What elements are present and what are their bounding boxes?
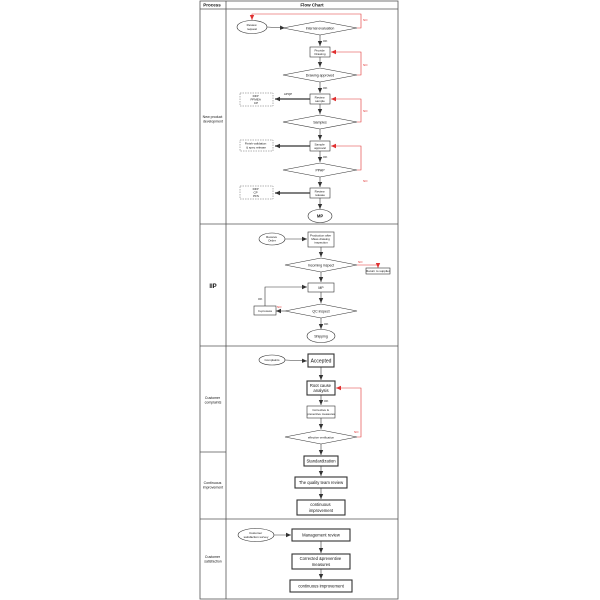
npd-ok-label-3: OK [323, 155, 328, 159]
iip-production-label: Production after Mass drawing inspection [309, 233, 332, 245]
npd-dfmea-docs-label: DFP PFMEA CP [250, 94, 261, 105]
npd-no-label-4: NO [363, 179, 368, 183]
cs-start-label: Customer satisfaction survey [243, 531, 269, 539]
iip-ok-label-2: OK [324, 322, 329, 326]
section-customer-satisfaction: Customer satisfaction [204, 555, 222, 564]
npd-no-label-2: NO [363, 63, 368, 67]
npd-ppap-docs-label: DFP CP PFS [252, 187, 259, 198]
npd-no-label-3: NO [363, 109, 368, 113]
cc-continuous-improvement-label: continuous improvement [308, 502, 334, 513]
iip-return-loop [357, 265, 378, 268]
iip-return-supplier-label: Return to supplier [366, 269, 390, 273]
npd-review-sample-label: Review sample [314, 95, 325, 103]
iip-shipping-label: Shipping [314, 334, 328, 339]
npd-no-label-1: NO [363, 18, 368, 22]
iip-incoming-inspect-label: Incoming inspect [307, 263, 335, 268]
cc-accepted-label: Accepted [310, 358, 332, 365]
npd-ok-label-1: OK [323, 39, 328, 43]
npd-apqp-label: APQP [283, 92, 293, 96]
iip-mp-label: MP [318, 286, 324, 290]
npd-internal-evaluation-label: Internal evaluation [305, 26, 335, 31]
npd-sample-approval-label: Sample approval [314, 142, 326, 150]
iip-ok-label-1: OK [258, 297, 263, 301]
cc-corrective-label: Corrective & preventive measures [307, 408, 335, 416]
section-continuous-improvement: Continuous improvement [202, 481, 224, 490]
cc-flow [259, 354, 361, 515]
npd-end-label: MP [316, 213, 324, 219]
cs-continuous-improvement-label: continuous improvement [298, 583, 344, 589]
section-customer-complaints: Customer complaints [204, 396, 222, 405]
npd-provide-drawing-label: Provide Drawing [314, 48, 326, 56]
section-iip: IIP [209, 284, 217, 290]
iip-in-process-label: In-process [257, 309, 273, 313]
section-new-product-development: New product development [202, 115, 224, 124]
cc-standardization-label: Standardization [306, 458, 336, 464]
cs-corrective-label: Corrected &preventive measures [299, 556, 342, 567]
iip-no-label-2: NO [277, 305, 282, 309]
npd-finish-validation-label: Finish validation & spec release [244, 141, 267, 150]
npd-start-label: Review request [246, 23, 258, 31]
cs-flow [238, 529, 352, 593]
header-flow-chart: Flow Chart [300, 2, 324, 8]
header-process: Process [203, 2, 221, 8]
npd-ok-label-2: OK [323, 86, 328, 90]
npd-samples-label: Samples [313, 120, 327, 125]
npd-ppap-label: PPAP [315, 168, 325, 173]
cc-root-cause-label: Root cause analysis [309, 383, 332, 393]
cc-quality-review-label: The quality team review [298, 480, 344, 485]
iip-start-label: Receive Order [266, 235, 277, 243]
cs-management-review-label: Management review [302, 532, 340, 538]
cc-no-label: NO [354, 430, 359, 434]
npd-flow [237, 14, 368, 223]
npd-drawing-approved-label: Drawing approved [305, 73, 335, 78]
iip-rework-loop [265, 287, 307, 306]
cc-effective-verification-label: effective verification [307, 435, 335, 440]
cc-ok-label: OK [324, 399, 329, 403]
npd-review-release-label: Review release [314, 189, 325, 197]
cc-start-label: Complaints [264, 358, 280, 362]
iip-flow [254, 232, 390, 343]
iip-qc-inspect-label: QC inspect [312, 309, 330, 314]
iip-no-label-1: NO [358, 260, 363, 264]
